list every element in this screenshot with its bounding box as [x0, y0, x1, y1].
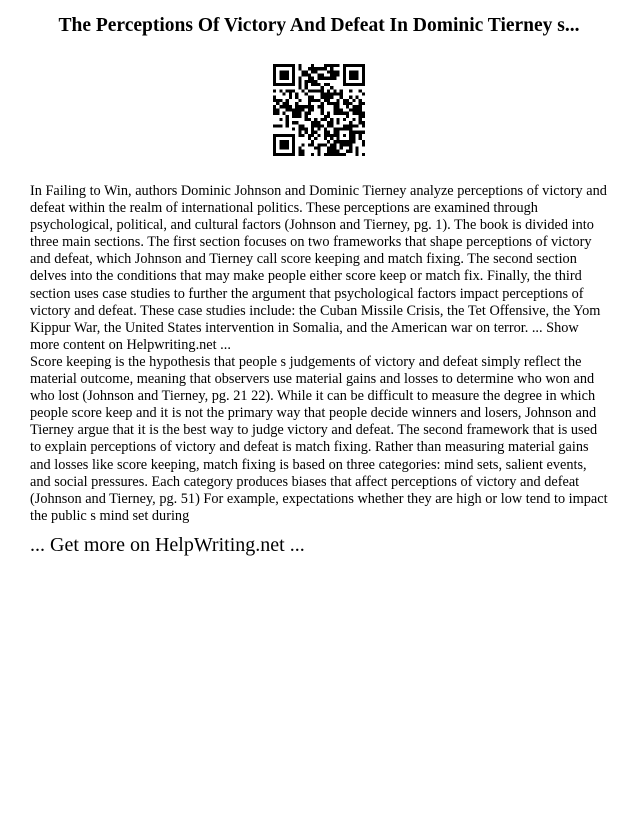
- qr-code-icon: [273, 64, 365, 156]
- paragraph-intro: In Failing to Win, authors Dominic Johnson and Dominic Tierney analyze perceptions of victory and defeat within the realm of international politics. These perceptions are examined through psychological, political, and cultural factors (Johnson and Tierney, pg. 1). The book is divided into three main sections. The first section focuses on two frameworks that shape perceptions of victory and defeat, which Johnson and Tierney call score keeping and match fixing. The second section delves into the conditions that may make people either score keep or match fix. Finally, the third section uses case studies to further the argument that psychological factors impact perceptions of victory and defeat. These case studies include: the Cuban Missile Crisis, the Tet Offensive, the Yom Kippur War, the United States intervention in Somalia, and the American war on terror. ... Show more content on Helpwriting.net ...: [30, 183, 607, 353]
- page-title: The Perceptions Of Victory And Defeat In Dominic Tierney s...: [58, 15, 580, 36]
- paragraph-score-keeping: Score keeping is the hypothesis that people s judgements of victory and defeat simply reflect the material outcome, meaning that observers use material gains and losses to determine who won and who lost (Johnson and Tierney, pg. 21 22). While it can be difficult to measure the degree in which people score keep and it is not the primary way that people decide winners and losers, Johnson and Tierney argue that it is the best way to judge victory and defeat. The second framework that is used to explain perceptions of victory and defeat is match fixing. Rather than measuring material gains and losses like score keeping, match fixing is based on three categories: mind sets, salient events, and social pressures. Each category produces biases that affect perceptions of victory and defeat (Johnson and Tierney, pg. 51) For example, expectations whether they are high or low tend to impact the public s mind set during: [30, 353, 608, 524]
- article-body: [30, 183, 610, 525]
- get-more-link[interactable]: ... Get more on HelpWriting.net ...: [30, 534, 305, 556]
